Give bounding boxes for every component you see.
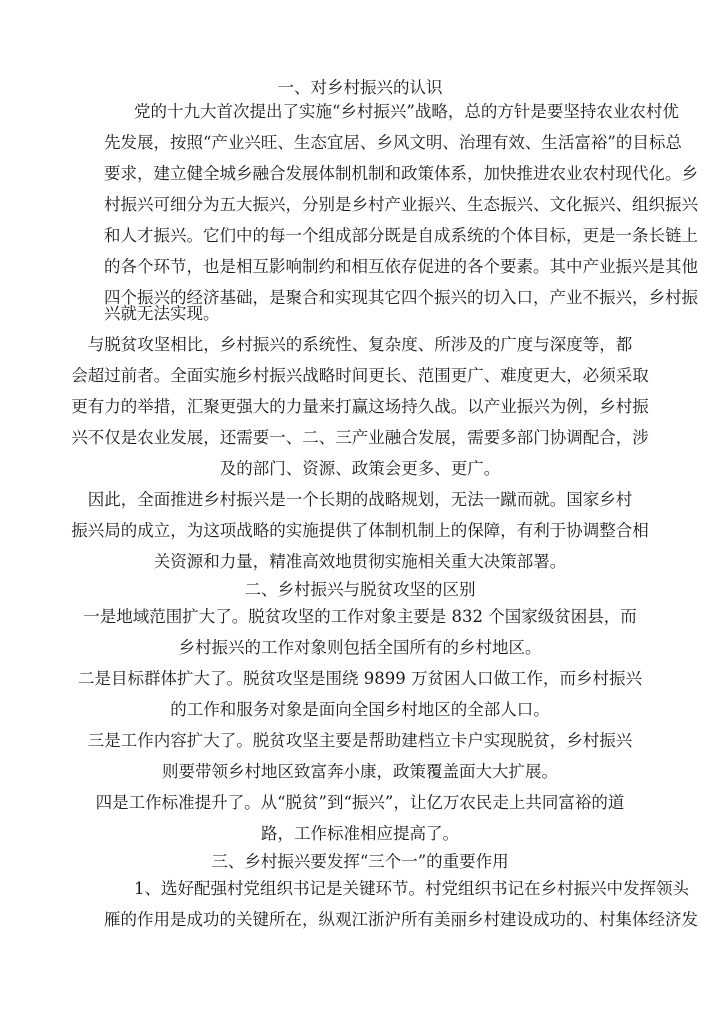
section-heading-3: 三、乡村振兴要发挥“三个一”的重要作用	[211, 852, 509, 871]
section-heading-2: 二、乡村振兴与脱贫攻坚的区别	[244, 580, 476, 599]
paragraph-line: 党的十九大首次提出了实施“乡村振兴”战略，总的方针是要坚持农业农村优	[134, 102, 679, 121]
paragraph-line: 兴不仅是农业发展，还需要一、二、三产业融合发展，需要多部门协调配合，涉	[71, 428, 649, 447]
paragraph-line: 1、选好配强村党组织书记是关键环节。村党组织书记在乡村振兴中发挥领头	[134, 879, 689, 898]
paragraph-line: 更有力的举措，汇聚更强大的力量来打赢这场持久战。以产业振兴为例，乡村振	[71, 397, 649, 416]
paragraph-line: 雁的作用是成功的关键所在，纵观江浙沪所有美丽乡村建设成功的、村集体经济发	[104, 910, 698, 929]
paragraph-line: 关资源和力量，精准高效地贯彻实施相关重大决策部署。	[153, 552, 567, 571]
paragraph-line: 因此，全面推进乡村振兴是一个长期的战略规划，无法一蹴而就。国家乡村	[87, 490, 633, 509]
paragraph-line: 路，工作标准相应提高了。	[261, 824, 459, 843]
paragraph-line: 则要带领乡村地区致富奔小康，政策覆盖面大大扩展。	[162, 762, 558, 781]
paragraph-line: 兴就无法实现。	[104, 304, 220, 323]
paragraph-line: 的各个环节，也是相互影响制约和相互依存促进的各个要素。其中产业振兴是其他	[104, 257, 698, 276]
paragraph-line: 要求，建立健全城乡融合发展体制机制和政策体系，加快推进农业农村现代化。乡	[104, 164, 698, 183]
paragraph-line: 和人才振兴。它们中的每一个组成部分既是自成系统的个体目标，更是一条长链上	[104, 226, 698, 245]
paragraph-line: 一是地域范围扩大了。脱贫攻坚的工作对象主要是 832 个国家级贫困县，而	[83, 607, 637, 626]
paragraph-line: 二是目标群体扩大了。脱贫攻坚是围绕 9899 万贫困人口做工作，而乡村振兴	[78, 669, 642, 688]
paragraph-line: 及的部门、资源、政策会更多、更广。	[219, 459, 501, 478]
paragraph-line: 四个振兴的经济基础，是聚合和实现其它四个振兴的切入口，产业不振兴，乡村振	[104, 288, 698, 307]
paragraph-line: 三是工作内容扩大了。脱贫攻坚主要是帮助建档立卡户实现脱贫，乡村振兴	[87, 731, 633, 750]
paragraph-line: 村振兴可细分为五大振兴，分别是乡村产业振兴、生态振兴、文化振兴、组织振兴	[104, 195, 698, 214]
paragraph-line: 振兴局的成立，为这项战略的实施提供了体制机制上的保障，有利于协调整合相	[71, 521, 649, 540]
paragraph-line: 会超过前者。全面实施乡村振兴战略时间更长、范围更广、难度更大，必须采取	[71, 366, 649, 385]
paragraph-line: 四是工作标准提升了。从“脱贫”到“振兴”，让亿万农民走上共同富裕的道	[95, 793, 625, 812]
paragraph-line: 先发展，按照“产业兴旺、生态宜居、乡风文明、治理有效、生活富裕”的目标总	[104, 133, 682, 152]
paragraph-line: 的工作和服务对象是面向全国乡村地区的全部人口。	[170, 700, 550, 719]
paragraph-line: 乡村振兴的工作对象则包括全国所有的乡村地区。	[178, 638, 542, 657]
section-heading-1: 一、对乡村振兴的认识	[277, 78, 443, 97]
paragraph-line: 与脱贫攻坚相比，乡村振兴的系统性、复杂度、所涉及的广度与深度等，都	[87, 335, 633, 354]
